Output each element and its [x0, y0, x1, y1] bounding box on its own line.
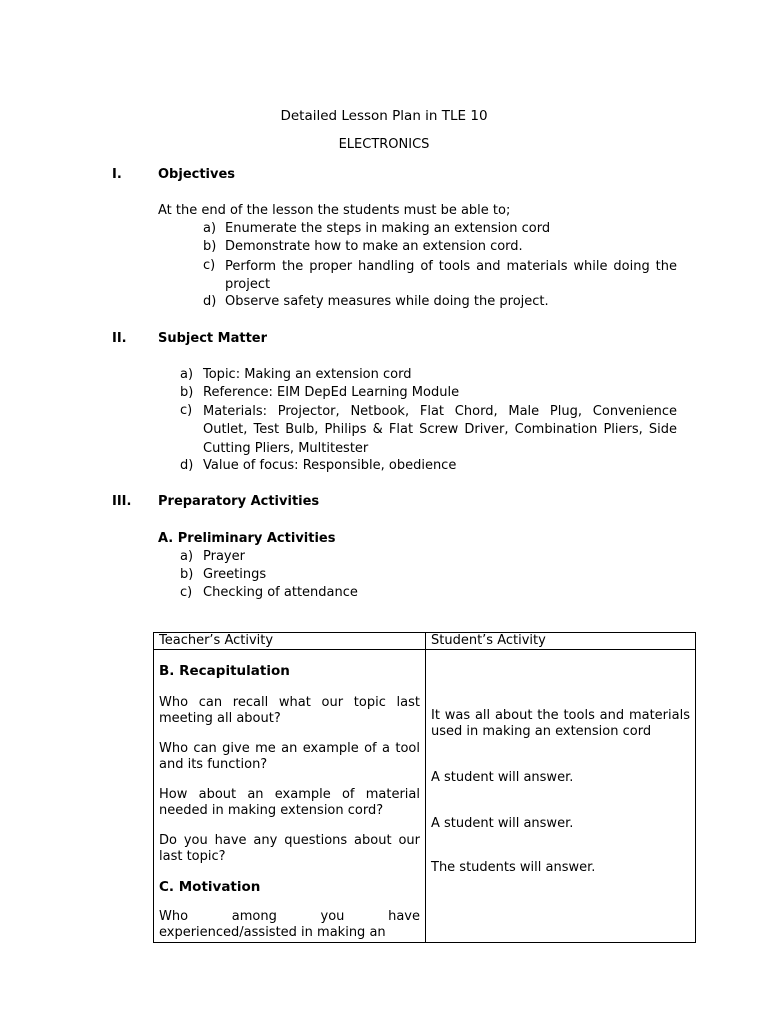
objective-label: b): [203, 239, 217, 254]
section-heading-preparatory: Preparatory Activities: [158, 494, 320, 509]
preliminary-text: Checking of attendance: [203, 585, 358, 600]
student-activity-cell: [426, 650, 696, 943]
section-numeral-subject-matter: II.: [112, 331, 127, 346]
preliminary-activities-heading: A. Preliminary Activities: [158, 531, 336, 546]
teacher-question: Who can give me an example of a tool and its function?: [159, 741, 420, 772]
subject-label: a): [180, 367, 194, 382]
document-title: Detailed Lesson Plan in TLE 10: [280, 108, 488, 124]
motivation-heading: C. Motivation: [159, 879, 261, 895]
preliminary-text: Prayer: [203, 549, 245, 564]
subject-text: Materials: Projector, Netbook, Flat Chord, Male Plug, Convenience Outlet, Test Bulb, Philips & Flat Screw Driver, Combination Pliers, Side Cutting Pliers, Multitester: [203, 404, 677, 456]
student-answer: The students will answer.: [431, 860, 596, 875]
teacher-question: Do you have any questions about our last topic?: [159, 833, 420, 864]
teacher-activity-header: [154, 633, 426, 650]
preliminary-label: a): [180, 549, 194, 564]
preliminary-label: b): [180, 567, 194, 582]
objective-text: Enumerate the steps in making an extension cord: [225, 221, 551, 236]
teacher-question: Who among you have experienced/assisted in making an: [159, 909, 420, 940]
objective-label: d): [203, 294, 217, 309]
preliminary-label: c): [180, 585, 193, 600]
objective-label: c): [203, 258, 216, 273]
subject-text: Topic: Making an extension cord: [203, 367, 412, 382]
objective-text: Perform the proper handling of tools and materials while doing the project: [225, 259, 677, 292]
student-activity-header: [426, 633, 696, 650]
subject-text: Value of focus: Responsible, obedience: [203, 458, 457, 473]
objectives-intro: At the end of the lesson the students must be able to;: [158, 203, 511, 218]
activity-table: [153, 632, 696, 943]
objective-text: Observe safety measures while doing the project.: [225, 294, 549, 309]
subject-label: b): [180, 385, 194, 400]
student-activity-header-label: Student’s Activity: [431, 633, 546, 648]
subject-label: c): [180, 403, 193, 418]
section-heading-objectives: Objectives: [158, 167, 236, 182]
recapitulation-heading: B. Recapitulation: [159, 663, 290, 679]
student-answer: It was all about the tools and materials used in making an extension cord: [431, 708, 690, 739]
student-answer: A student will answer.: [431, 770, 574, 785]
section-heading-subject-matter: Subject Matter: [158, 331, 268, 346]
preliminary-text: Greetings: [203, 567, 267, 582]
teacher-activity-header-label: Teacher’s Activity: [159, 633, 274, 648]
objective-text: Demonstrate how to make an extension cord.: [225, 239, 523, 254]
teacher-question: How about an example of material needed in making extension cord?: [159, 787, 420, 818]
subject-label: d): [180, 458, 194, 473]
objective-label: a): [203, 221, 217, 236]
section-numeral-objectives: I.: [112, 167, 122, 182]
document-subject: ELECTRONICS: [338, 137, 430, 152]
teacher-question: Who can recall what our topic last meeting all about?: [159, 695, 420, 726]
subject-text: Reference: EIM DepEd Learning Module: [203, 385, 460, 400]
teacher-activity-cell: [154, 650, 426, 943]
student-answer: A student will answer.: [431, 816, 574, 831]
section-numeral-preparatory: III.: [112, 494, 132, 509]
